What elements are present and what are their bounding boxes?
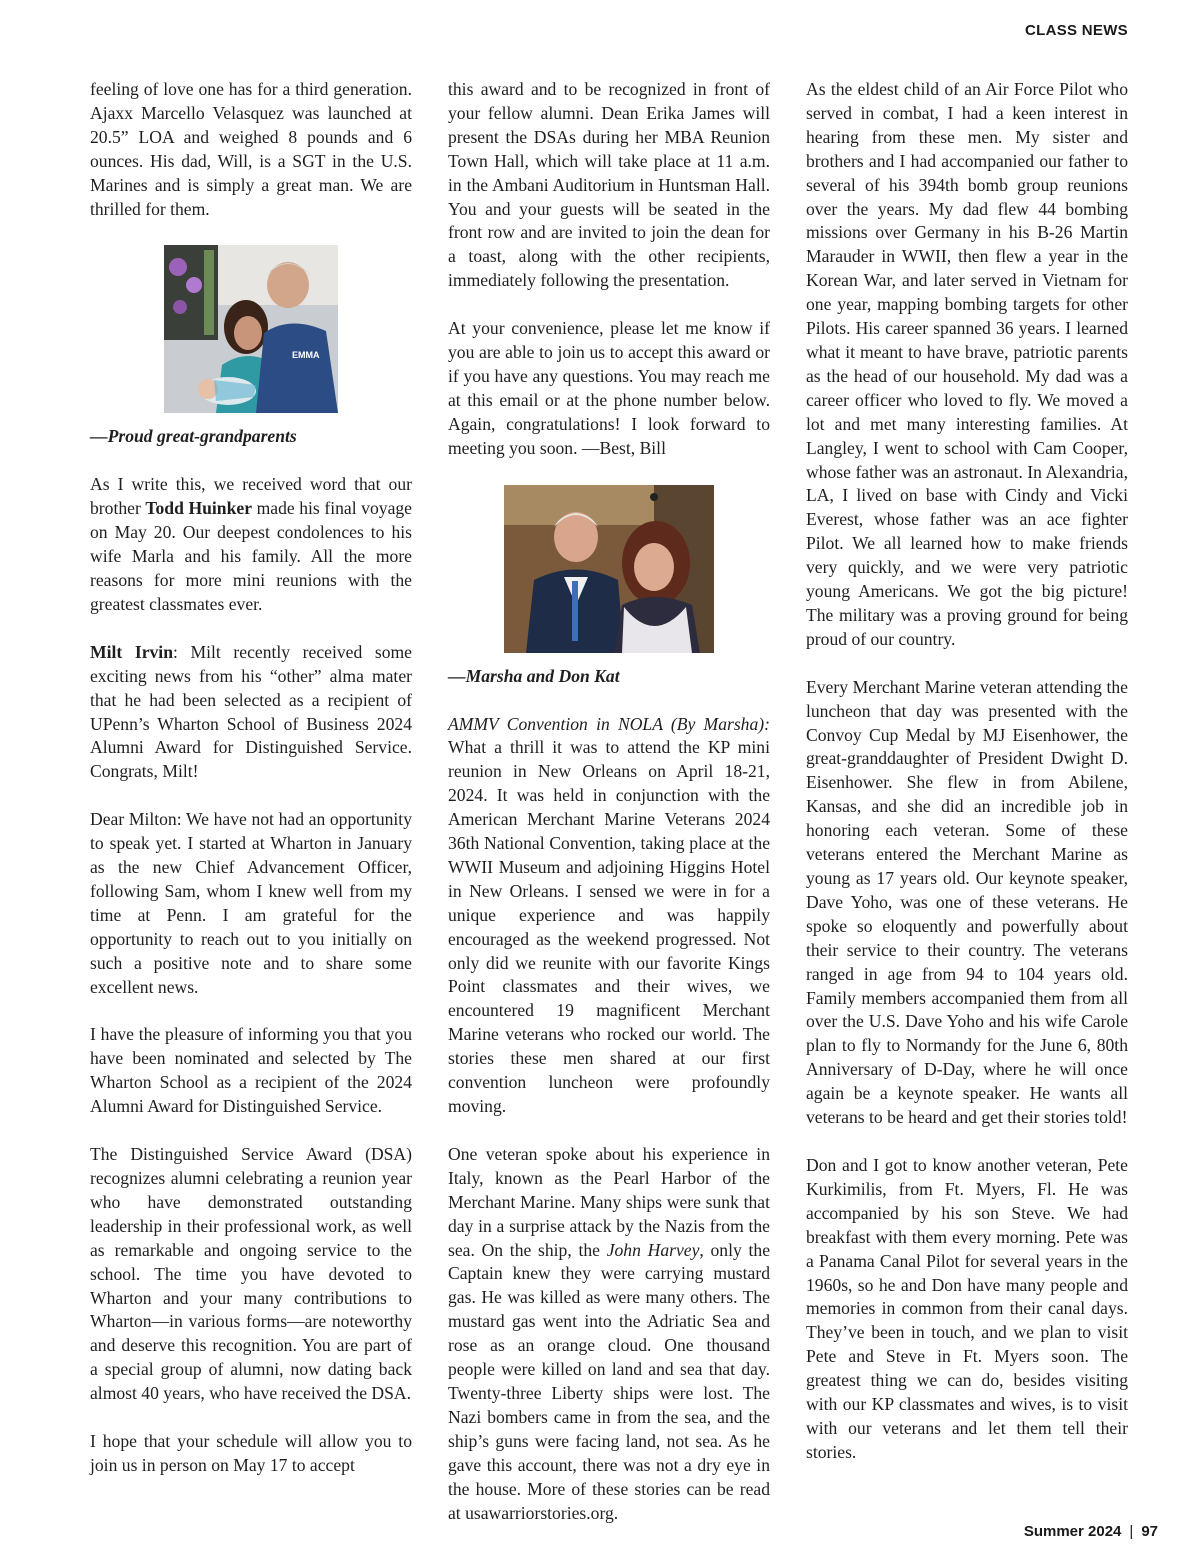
- paragraph: Milt Irvin: Milt recently received some exciting news from his “other” alma mater that he had been selected as a recipient of UPenn’s Wharton School of Business 2024 Alumni Award for Distinguished Service. Congrats, Milt!: [90, 641, 412, 782]
- paragraph: this award and to be recognized in front of your fellow alumni. Dean Erika James will present the DSAs during her MBA Reunion Town Hall, which will take place at 11 a.m. in the Ambani Auditorium in Huntsman Hall. You and your guests will be seated in the front row and are invited to join the dean for a toast, along with the other recipients, immediately following the presentation.: [448, 79, 770, 291]
- paragraph: Dear Milton: We have not had an opportunity to speak yet. I started at Wharton in January as the new Chief Advancement Officer, following Sam, whom I knew well from my time at Penn. I am grateful for the opportunity to reach out to you initially on such a positive note and to share some excellent news.: [90, 809, 412, 997]
- paragraph: feeling of love one has for a third generation. Ajaxx Marcello Velasquez was launched at 20.5” LOA and weighed 8 pounds and 6 ounces. His dad, Will, is a SGT in the U.S. Marines and is simply a great man. We are thrilled for them.: [90, 79, 412, 219]
- shirt-text: EMMA: [292, 350, 320, 361]
- paragraph: One veteran spoke about his experience in Italy, known as the Pearl Harbor of the Merchant Marine. Many ships were sunk that day in a surprise attack by the Nazis from the sea. On the ship, the John Harvey, only the Captain knew they were carrying mustard gas. He was killed as were many others. The mustard gas went into the Adriatic Sea and rose as an orange cloud. One thousand people were killed on land and sea that day. Twenty-three Liberty ships were lost. The Nazi bombers came in from the sea, and the ship’s guns were facing land, not sea. As he gave this account, there was not a dry eye in the house. More of these stories can be read at usawarriorstories.org.: [448, 1143, 771, 1523]
- paragraph: As the eldest child of an Air Force Pilot who served in combat, I had a keen interest in hearing from these men. My sister and brothers and I had accompanied our father to several of his 394th bomb group reunions over the years. My dad flew 44 bombing missions over Germany in his B-26 Martin Marauder in WWII, then flew a year in the Korean War, and later served in Vietnam for one year, mapping bombing targets for other Pilots. His career spanned 36 years. I learned what it meant to have brave, patriotic parents as the head of our household. My dad was a career officer who loved to fly. We moved a lot and met many interesting families. At Langley, I went to school with Cam Cooper, whose father was an astronaut. In Alexandria, LA, I lived on base with Cindy and Vicki Everest, whose father was an ace fighter Pilot. We all learned how to make friends very quickly, and we were very patriotic young Americans. We got the big picture! The military was a proving ground for being proud of our country.: [806, 79, 1128, 649]
- column-1: [90, 78, 412, 1502]
- paragraph: Don and I got to know another veteran, Pete Kurkimilis, from Ft. Myers, Fl. He was accompanied by his son Steve. We had breakfast with them every morning. Pete was a Panama Canal Pilot for several years in the 1960s, so he and Don have many people and memories in common from their canal days. They’ve been in touch, and we plan to visit Pete and Steve in Ft. Myers soon. The greatest thing we can do, besides visiting with our KP classmates and wives, is to visit with our veterans and let them tell their stories.: [806, 1154, 1128, 1462]
- photo-caption: —Marsha and Don Kat: [448, 665, 620, 686]
- paragraph: AMMV Convention in NOLA (By Marsha): What a thrill it was to attend the KP mini reunion in New Orleans on April 18-21, 2024. It was held in conjunction with the American Merchant Marine Veterans 2024 36th National Convention, taking place at the WWII Museum and adjoining Higgins Hotel in New Orleans. I sensed we were in for a unique experience and was happily encouraged as the weekend progressed. Not only did we reunite with our favorite Kings Point classmates and their wives, we encountered 19 magnificent Merchant Marine veterans who rocked our world. The stories these men shared at our first convention luncheon were profoundly moving.: [448, 713, 770, 1116]
- issue-label: Summer 2024: [1023, 1523, 1122, 1540]
- column-3: [806, 78, 1128, 1489]
- ship-name: John Harvey: [606, 1239, 700, 1260]
- photo-caption: —Proud great-grandparents: [90, 426, 297, 447]
- paragraph: The Distinguished Service Award (DSA) recognizes alumni celebrating a reunion year who have demonstrated outstanding leadership in their professional work, as well as remarkable and ongoing service to the school. The time you have devoted to Wharton and your many contributions to Wharton—in various forms—are noteworthy and deserve this recognition. You are part of a special group of alumni, now dating back almost 40 years, who have received the DSA.: [90, 1144, 412, 1404]
- name-milt-irvin: Milt Irvin: [90, 641, 173, 662]
- photo-great-grandparents: [164, 245, 338, 413]
- paragraph: I hope that your schedule will allow you to join us in person on May 17 to accept: [90, 1431, 412, 1475]
- paragraph: Every Merchant Marine veteran attending the luncheon that day was presented with the Convoy Cup Medal by MJ Eisenhower, the great-granddaughter of President Dwight D. Eisenhower. She flew in from Abilene, Kansas, and she did an incredible job in honoring each veteran. Some of these veterans entered the Merchant Marine as young as 17 years old. Our keynote speaker, Dave Yoho, was one of these veterans. He spoke so eloquently and powerfully about their service to their country. The veterans ranged in age from 94 to 104 years old. Family members accompanied them from all over the U.S. Dave Yoho and his wife Carole plan to fly to Normandy for the June 6, 80th Anniversary of D-Day, where he will once again be a keynote speaker. He wants all veterans to be heard and get their stories told!: [806, 676, 1128, 1128]
- section-label: CLASS NEWS: [1024, 22, 1128, 39]
- paragraph: As I write this, we received word that our brother Todd Huinker made his final voyage on May 20. Our deepest condolences to his wife Marla and his family. All the more reasons for more mini reunions with the greatest classmates ever.: [90, 474, 412, 614]
- page-footer: [1024, 1523, 1158, 1540]
- paragraph: I have the pleasure of informing you that you have been nominated and selected by The Wharton School as a recipient of the 2024 Alumni Award for Distinguished Service.: [90, 1024, 412, 1117]
- article-title: AMMV Convention in NOLA (By Marsha):: [448, 713, 770, 734]
- name-todd-huinker: Todd Huinker: [145, 498, 252, 519]
- photo-marsha-and-don: [504, 485, 714, 653]
- page-number: 97: [1141, 1523, 1158, 1540]
- paragraph: At your convenience, please let me know if you are able to join us to accept this award or if you have any questions. You may reach me at this email or at the phone number below. Again, congratulations! I look forward to meeting you soon. —Best, Bill: [448, 318, 770, 458]
- column-2: [448, 78, 770, 1549]
- footer-separator: |: [1129, 1523, 1134, 1540]
